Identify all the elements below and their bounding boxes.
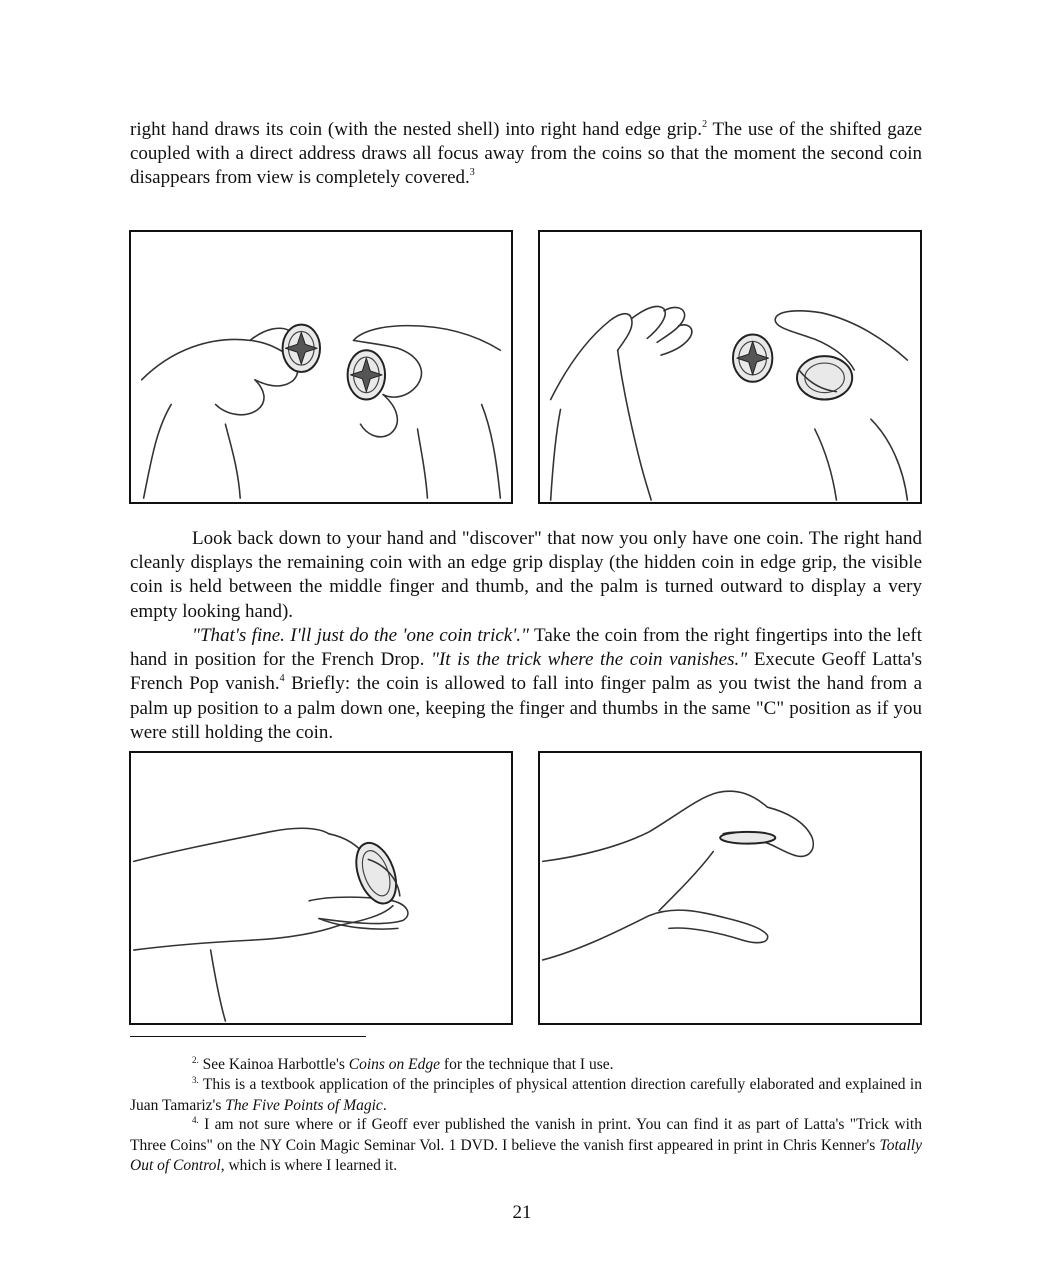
footnote-separator xyxy=(130,1036,366,1037)
footnote-ref-3[interactable]: 3 xyxy=(469,167,475,179)
hand-sketch-french-drop xyxy=(131,753,511,1023)
hand-sketch-palm-down-vanish xyxy=(540,753,920,1023)
figure-bottom-right xyxy=(538,751,922,1025)
intro-paragraph: right hand draws its coin (with the nested shell) into right hand edge grip.$^2$ The use of the shifted gaze coupled with a direct address draws all focus away from the coins so that the moment the second coin disappears from view is completely covered.$^3$ xyxy=(130,119,922,189)
hand-sketch-coins-palm xyxy=(540,232,920,502)
body-paragraph-2: "That's fine. I'll just do the 'one coin trick'." Take the coin from the right fingertips into the left hand in position for the French Drop. "It is the trick where the coin vanishes." Execute Geoff Latta's French Pop vanish.$^4$ Briefly: the coin is allowed to fall into finger palm as you twist the hand from a palm up position to a palm down one, keeping the finger and thumbs in the same "C" position as if you were still holding the coin. xyxy=(130,625,923,743)
hand-sketch-two-coins xyxy=(131,232,511,502)
book-title: The Five Points of Magic xyxy=(225,1096,383,1114)
footnote-mark-3: 3. xyxy=(192,1075,199,1085)
book-title: Coins on Edge xyxy=(348,1056,441,1073)
body-paragraph-1: Look back down to your hand and "discover" that now you only have one coin. The right hand cleanly displays the remaining coin with an edge grip display (the hidden coin in edge grip, the visible coin is held between the middle finger and thumb, and the palm is turned outward to display a very empty looking hand). xyxy=(130,528,922,622)
footnote-ref-4[interactable]: 4 xyxy=(279,673,285,685)
book-title: Totally Out of Control xyxy=(130,1136,922,1174)
footnote-mark-2: 2. xyxy=(192,1055,199,1065)
figure-top-right xyxy=(538,230,922,504)
footnote-3: $^{3.}$ This is a textbook application of the principles of physical attention direction carefully elaborated and explained in Juan Tamariz's The Five Points of Magic. xyxy=(130,1075,922,1114)
footnote-4: $^{4.}$ I am not sure where or if Geoff ever published the vanish in print. You can find it as part of Latta's "Trick with Three Coins" on the NY Coin Magic Seminar Vol. 1 DVD. I believe the vanish first appeared in print in Chris Kenner's Totally Out of Control, which is where I learned it. xyxy=(130,1115,922,1174)
figure-bottom-left xyxy=(129,751,513,1025)
footnote-2: $^{2.}$ See Kainoa Harbottle's Coins on Edge for the technique that I use. xyxy=(192,1055,614,1073)
footnote-ref-2[interactable]: 2 xyxy=(702,119,708,130)
footnote-mark-4: 4. xyxy=(192,1115,199,1125)
dialogue-quote-1: "That's fine. I'll just do the 'one coin trick'." xyxy=(192,625,530,646)
page-number: 21 xyxy=(512,1202,532,1223)
dialogue-quote-2: "It is the trick where the coin vanishes." xyxy=(431,649,748,671)
figure-top-left xyxy=(129,230,513,504)
